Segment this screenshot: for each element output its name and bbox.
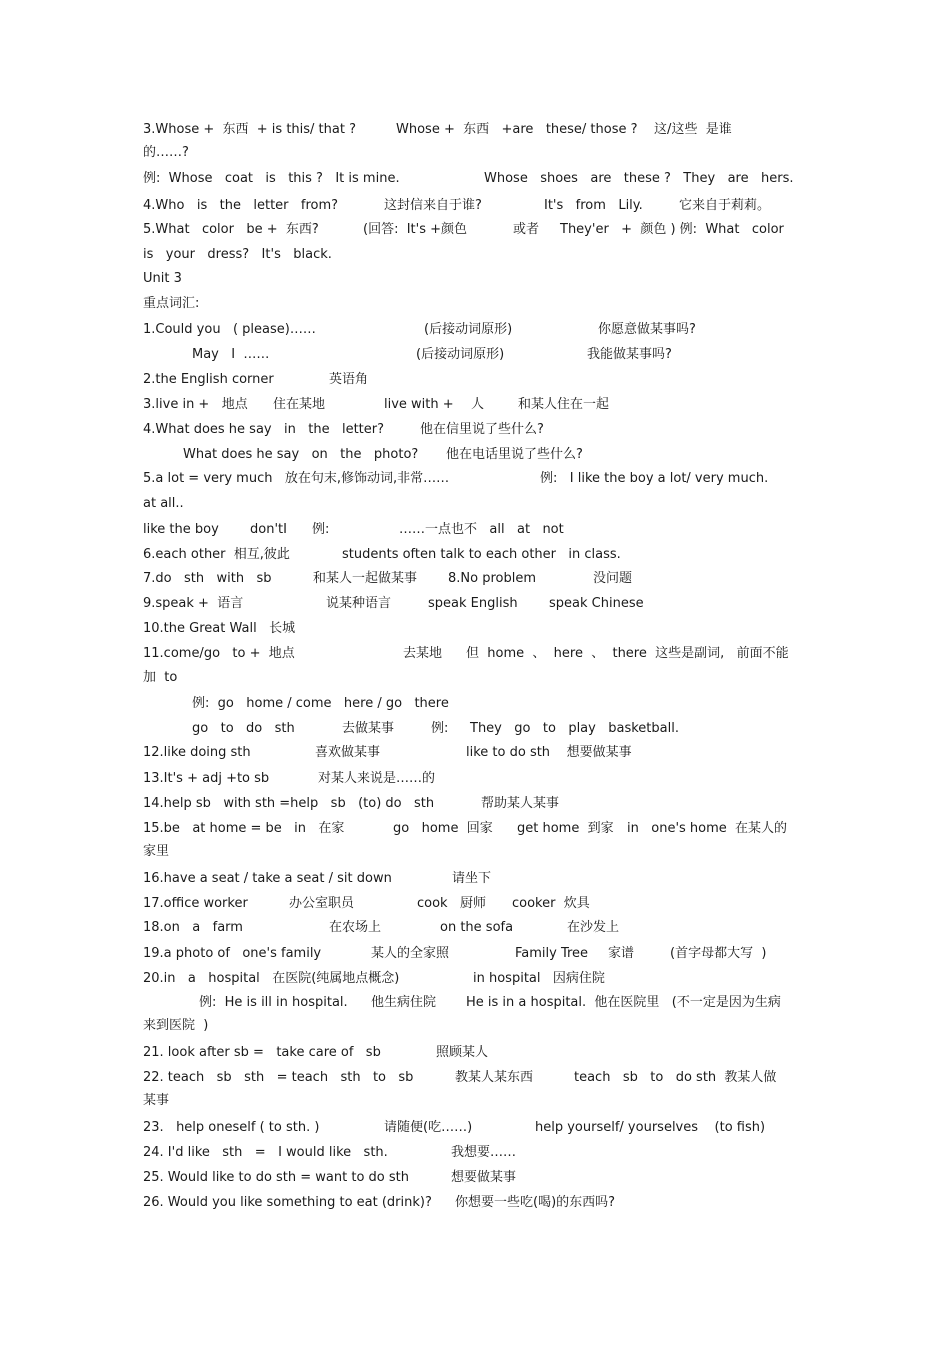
- text-segment: He is in a hospital. 他在医院里 (不一定是因为生病: [466, 995, 781, 1010]
- text-line: [0, 1193, 950, 1213]
- text-segment: 23. help oneself ( to sth. ): [143, 1120, 320, 1135]
- text-line: [0, 794, 950, 814]
- text-segment: 我想要……: [451, 1145, 517, 1160]
- text-segment: (后接动词原形): [424, 322, 513, 337]
- text-segment: 18.on a farm: [143, 920, 243, 935]
- text-segment: 说某种语言: [326, 596, 392, 611]
- text-segment: 20.in a hospital 在医院(纯属地点概念): [143, 971, 400, 986]
- text-segment: 办公室职员: [289, 896, 355, 911]
- text-segment: 某事: [143, 1093, 170, 1108]
- text-line: [0, 520, 950, 540]
- text-segment: 26. Would you like something to eat (drink)?: [143, 1195, 432, 1210]
- text-segment: ……一点也不 all at not: [399, 522, 564, 537]
- text-segment: 1.Could you ( please)……: [143, 322, 316, 337]
- text-line: [0, 245, 950, 265]
- text-segment: 家里: [143, 844, 170, 859]
- text-line: [0, 1168, 950, 1188]
- text-line: [0, 370, 950, 390]
- text-segment: 6.each other 相互,彼此: [143, 547, 290, 562]
- text-segment: 8.No problem: [448, 571, 537, 586]
- text-line: [0, 869, 950, 889]
- text-segment: 和某人住在一起: [518, 397, 610, 412]
- text-segment: 你愿意做某事吗?: [598, 322, 696, 337]
- text-segment: 照顾某人: [436, 1045, 489, 1060]
- text-segment: 请坐下: [452, 871, 492, 886]
- text-line: [0, 420, 950, 440]
- text-line: [0, 1091, 950, 1111]
- text-segment: May I ……: [192, 347, 270, 362]
- text-segment: 或者: [513, 222, 540, 237]
- text-segment: 他在信里说了些什么?: [420, 422, 544, 437]
- text-segment: 想要做某事: [451, 1170, 517, 1185]
- text-line: [0, 545, 950, 565]
- text-segment: 例: He is ill in hospital.: [199, 995, 348, 1010]
- text-segment: 在沙发上: [567, 920, 620, 935]
- text-segment: (回答: It's +颜色: [363, 222, 468, 237]
- text-segment: on the sofa: [440, 920, 514, 935]
- text-segment: speak English: [428, 596, 518, 611]
- text-segment: 14.help sb with sth =help sb (to) do sth: [143, 796, 435, 811]
- text-segment: 英语角: [329, 372, 369, 387]
- text-segment: get home 到家: [517, 821, 614, 836]
- text-segment: It's from Lily.: [544, 198, 643, 213]
- text-segment: cooker 炊具: [512, 896, 590, 911]
- text-segment: 24. I'd like sth = I would like sth.: [143, 1145, 388, 1160]
- text-line: [0, 1143, 950, 1163]
- text-segment: 例: I like the boy a lot/ very much.: [540, 471, 769, 486]
- text-segment: 它来自于莉莉。: [679, 198, 771, 213]
- text-segment: 19.a photo of one's family: [143, 946, 322, 961]
- text-line: [0, 445, 950, 465]
- text-segment: 没问题: [593, 571, 633, 586]
- text-line: [0, 569, 950, 589]
- text-line: [0, 993, 950, 1013]
- text-segment: 这封信来自于谁?: [384, 198, 482, 213]
- text-segment: (后接动词原形): [416, 347, 505, 362]
- text-segment: What does he say on the photo?: [183, 447, 419, 462]
- text-segment: go to do sth: [192, 721, 295, 736]
- text-segment: 9.speak + 语言: [143, 596, 244, 611]
- text-segment: 例:: [312, 522, 330, 537]
- text-segment: 4.Who is the letter from?: [143, 198, 339, 213]
- text-line: [0, 944, 950, 964]
- text-segment: in one's home 在某人的: [627, 821, 788, 836]
- text-line: [0, 1043, 950, 1063]
- text-segment: 22. teach sb sth = teach sth to sb: [143, 1070, 414, 1085]
- text-segment: 的……?: [143, 145, 189, 160]
- text-segment: 去做某事: [342, 721, 395, 736]
- text-segment: in hospital 因病住院: [473, 971, 605, 986]
- text-segment: like the boy: [143, 522, 219, 537]
- text-segment: help yourself/ yourselves (to fish): [535, 1120, 766, 1135]
- text-segment: 去某地: [403, 646, 443, 661]
- text-segment: at all..: [143, 496, 184, 511]
- text-segment: live with +: [384, 397, 454, 412]
- text-segment: 住在某地: [273, 397, 326, 412]
- text-line: [0, 220, 950, 240]
- text-line: [0, 743, 950, 763]
- text-line: [0, 169, 950, 189]
- text-segment: like to do sth 想要做某事: [466, 745, 632, 760]
- text-segment: speak Chinese: [549, 596, 644, 611]
- text-segment: 21. look after sb = take care of sb: [143, 1045, 381, 1060]
- text-line: [0, 143, 950, 163]
- text-segment: 在农场上: [329, 920, 382, 935]
- text-segment: 例: go home / come here / go there: [192, 696, 449, 711]
- text-line: [0, 719, 950, 739]
- text-segment: 请随便(吃……): [384, 1120, 473, 1135]
- text-segment: 3.Whose + 东西 + is this/ that ?: [143, 122, 356, 137]
- text-line: [0, 494, 950, 514]
- text-segment: students often talk to each other in class.: [342, 547, 621, 562]
- text-line: [0, 918, 950, 938]
- text-segment: 和某人一起做某事: [313, 571, 418, 586]
- text-line: [0, 269, 950, 289]
- text-line: [0, 120, 950, 140]
- text-line: [0, 1068, 950, 1088]
- text-segment: 他生病住院: [371, 995, 437, 1010]
- text-segment: 例: Whose coat is this ? It is mine.: [143, 171, 400, 186]
- text-segment: 喜欢做某事: [315, 745, 381, 760]
- text-segment: They'er + 颜色 ) 例: What color: [560, 222, 784, 237]
- text-segment: They go to play basketball.: [470, 721, 679, 736]
- text-segment: 某人的全家照: [371, 946, 450, 961]
- text-segment: 5.What color be + 东西?: [143, 222, 319, 237]
- text-line: [0, 594, 950, 614]
- text-segment: 人: [471, 397, 485, 412]
- text-line: [0, 469, 950, 489]
- text-segment: 但 home 、 here 、 there 这些是副词, 前面不能: [466, 646, 789, 661]
- text-segment: 我能做某事吗?: [587, 347, 672, 362]
- text-segment: 16.have a seat / take a seat / sit down: [143, 871, 392, 886]
- text-segment: 5.a lot = very much 放在句末,修饰动词,非常……: [143, 471, 450, 486]
- text-segment: 4.What does he say in the letter?: [143, 422, 385, 437]
- text-segment: is your dress? It's black.: [143, 247, 332, 262]
- text-segment: 重点词汇:: [143, 296, 200, 311]
- text-segment: Unit 3: [143, 271, 182, 286]
- text-segment: 2.the English corner: [143, 372, 274, 387]
- text-line: [0, 894, 950, 914]
- text-line: [0, 644, 950, 664]
- text-segment: 来到医院 ): [143, 1018, 209, 1033]
- text-line: [0, 395, 950, 415]
- text-segment: 加 to: [143, 670, 178, 685]
- text-segment: 10.the Great Wall 长城: [143, 621, 296, 636]
- text-line: [0, 819, 950, 839]
- text-segment: 教某人某东西: [455, 1070, 534, 1085]
- text-segment: 你想要一些吃(喝)的东西吗?: [455, 1195, 616, 1210]
- text-segment: 17.office worker: [143, 896, 248, 911]
- text-segment: 帮助某人某事: [481, 796, 560, 811]
- text-line: [0, 294, 950, 314]
- text-segment: 7.do sth with sb: [143, 571, 272, 586]
- text-segment: 例:: [431, 721, 449, 736]
- text-segment: 11.come/go to + 地点: [143, 646, 295, 661]
- text-line: [0, 196, 950, 216]
- text-line: [0, 842, 950, 862]
- text-segment: Whose shoes are these ? They are hers.: [484, 171, 794, 186]
- text-line: [0, 619, 950, 639]
- text-line: [0, 694, 950, 714]
- text-line: [0, 345, 950, 365]
- text-line: [0, 668, 950, 688]
- text-segment: 15.be at home = be in 在家: [143, 821, 345, 836]
- text-line: [0, 769, 950, 789]
- text-segment: 家谱: [608, 946, 635, 961]
- text-segment: 他在电话里说了些什么?: [446, 447, 583, 462]
- text-segment: 对某人来说是……的: [318, 771, 436, 786]
- text-segment: Whose + 东西 +are these/ those ? 这/这些 是谁: [396, 122, 732, 137]
- text-segment: Family Tree: [515, 946, 589, 961]
- text-segment: 12.like doing sth: [143, 745, 251, 760]
- text-segment: teach sb to do sth 教某人做: [574, 1070, 777, 1085]
- text-line: [0, 1118, 950, 1138]
- text-line: [0, 1016, 950, 1036]
- text-segment: go home 回家: [393, 821, 493, 836]
- text-segment: 25. Would like to do sth = want to do sth: [143, 1170, 409, 1185]
- text-segment: cook 厨师: [417, 896, 486, 911]
- text-line: [0, 969, 950, 989]
- text-segment: don'tI: [250, 522, 287, 537]
- text-segment: 13.It's + adj +to sb: [143, 771, 270, 786]
- text-segment: 3.live in + 地点: [143, 397, 248, 412]
- text-segment: (首字母都大写 ): [670, 946, 767, 961]
- text-line: [0, 320, 950, 340]
